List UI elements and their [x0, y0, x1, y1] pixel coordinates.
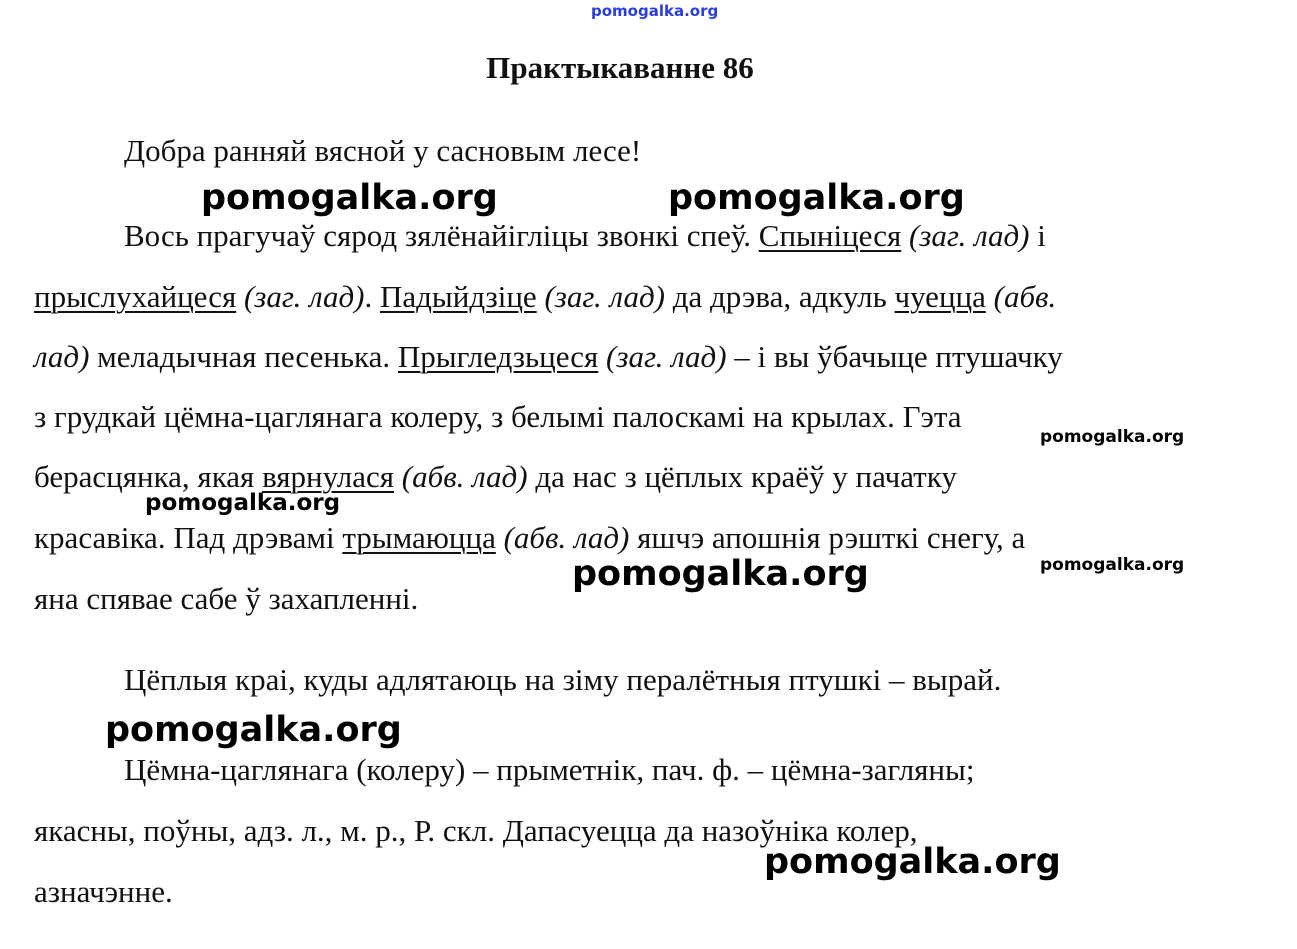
- mood-note: (заг. лад): [908, 218, 1030, 253]
- analysis-line-2: якасны, поўны, адз. л., м. р., Р. скл. Дапасуецца да назоўніка колер,: [34, 813, 918, 848]
- text-line-6: [34, 461, 957, 492]
- watermark: pomogalka.org: [1040, 555, 1185, 575]
- verb-underlined: Падыйдзіце: [380, 279, 537, 314]
- verb-underlined: чуецца: [894, 279, 986, 314]
- space: [394, 459, 402, 494]
- space: [901, 218, 909, 253]
- text-line-3: [34, 281, 1056, 312]
- mood-note: (заг. лад): [606, 339, 727, 374]
- analysis-line-1: Цёмна-цаглянага (колеру) – прыметнік, пач. ф. – цёмна-загляны;: [124, 752, 975, 787]
- space: [496, 520, 504, 555]
- watermark: pomogalka.org: [668, 178, 965, 218]
- text-line-8: яна спявае сабе ў захапленні.: [34, 581, 419, 616]
- text-line-4: [34, 341, 1063, 372]
- text-fragment: – і вы ўбачыце птушачку: [726, 339, 1063, 374]
- watermark: pomogalka.org: [764, 842, 1061, 882]
- mood-note: лад): [34, 339, 90, 374]
- verb-underlined: прыслухайцеся: [34, 279, 237, 314]
- verb-underlined: Спыніцеся: [758, 218, 902, 253]
- page-title: Практыкаванне 86: [486, 50, 754, 85]
- text-fragment: красавіка. Пад дрэвамі: [34, 520, 343, 555]
- text-line-1: Добра ранняй вясной у сасновым лесе!: [124, 133, 642, 168]
- watermark: pomogalka.org: [105, 710, 402, 750]
- text-fragment: да дрэва, адкуль: [664, 279, 895, 314]
- mood-note: (заг. лад): [544, 279, 665, 314]
- mood-note: (заг. лад): [243, 279, 365, 314]
- watermark: pomogalka.org: [572, 554, 869, 594]
- watermark: pomogalka.org: [145, 490, 341, 516]
- text-line-2: [124, 220, 1046, 251]
- definition-line: Цёплыя краі, куды адлятаюць на зіму пералётныя птушкі – вырай.: [124, 662, 1002, 697]
- space: [236, 279, 244, 314]
- verb-underlined: трымаюцца: [342, 520, 496, 555]
- watermark: pomogalka.org: [201, 178, 498, 218]
- text-fragment: Вось прагучаў сярод зялёнайігліцы звонкі спеў.: [124, 218, 759, 253]
- mood-note: (абв. лад): [401, 459, 528, 494]
- verb-underlined: вярнулася: [262, 459, 395, 494]
- text-fragment: меладычная песенька.: [89, 339, 398, 374]
- mood-note: (абв. лад): [503, 520, 630, 555]
- text-fragment: берасцянка, якая: [34, 459, 263, 494]
- text-fragment: яшчэ апошнія рэшткі снегу, а: [629, 520, 1026, 555]
- verb-underlined: Прыгледзьцеся: [397, 339, 599, 374]
- text-line-5: з грудкай цёмна-цаглянага колеру, з белымі палоскамі на крылах. Гэта: [34, 399, 962, 434]
- watermark: pomogalka.org: [1040, 427, 1185, 447]
- space: [986, 279, 994, 314]
- text-fragment: .: [364, 279, 380, 314]
- space: [598, 339, 606, 374]
- analysis-line-3: азначэнне.: [34, 874, 173, 909]
- watermark-top[interactable]: pomogalka.org: [591, 2, 719, 20]
- text-line-7: [34, 522, 1025, 553]
- text-fragment: да нас з цёплых краёў у пачатку: [527, 459, 957, 494]
- mood-note: (абв.: [993, 279, 1057, 314]
- text-fragment: і: [1029, 218, 1046, 253]
